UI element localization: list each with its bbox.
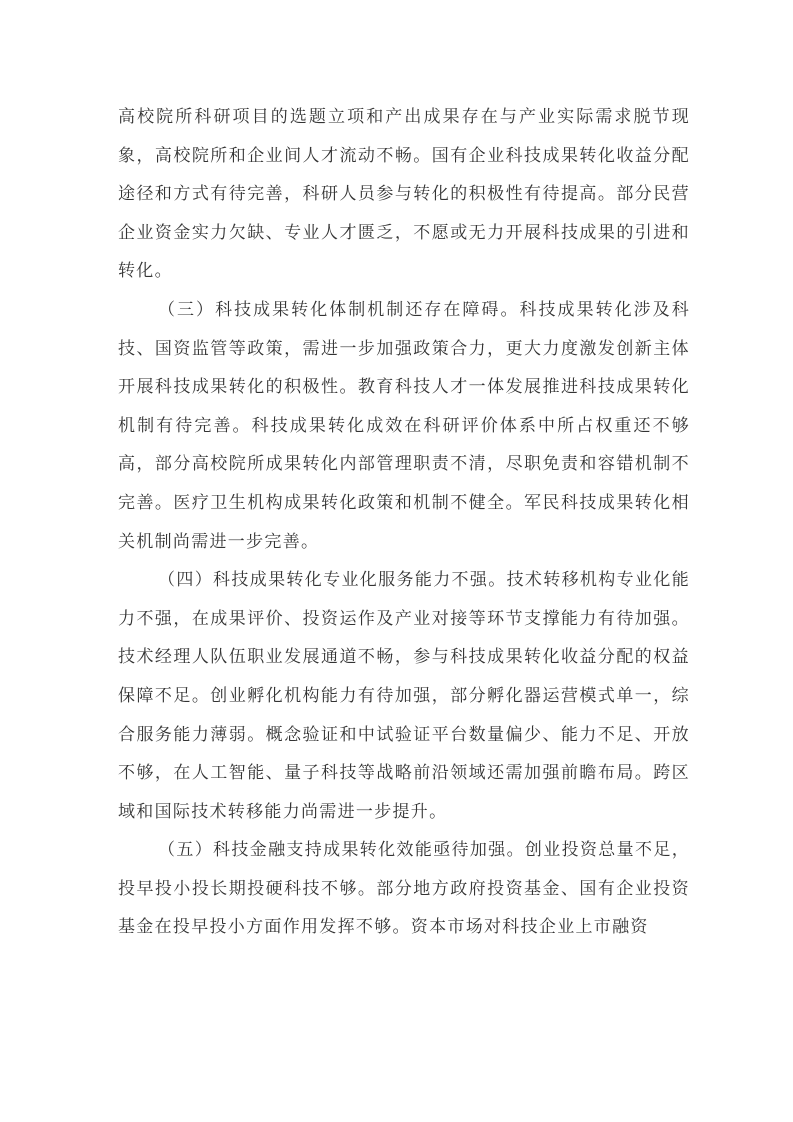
paragraph-continuation: 高校院所科研项目的选题立项和产出成果存在与产业实际需求脱节现象，高校院所和企业间人才流动不畅。国有企业科技成果转化收益分配途径和方式有待完善，科研人员参与转化的积极性有待提高。部分民营企业资金实力欠缺、专业人才匮乏，不愿或无力开展科技成果的引进和转化。 [118,107,690,282]
paragraph-section-4: （四）科技成果转化专业化服务能力不强。技术转移机构专业化能力不强，在成果评价、投资运作及产业对接等环节支撑能力有待加强。技术经理人队伍职业发展通道不畅，参与科技成果转化收益分配的权益保障不足。创业孵化机构能力有待加强，部分孵化器运营模式单一，综合服务能力薄弱。概念验证和中试验证平台数量偏少、能力不足、开放不够，在人工智能、量子科技等战略前沿领域还需加强前瞻布局。跨区域和国际技术转移能力尚需进一步提升。 [118,570,690,822]
document-body [118,98,690,947]
paragraph-section-5: （五）科技金融支持成果转化效能亟待加强。创业投资总量不足，投早投小投长期投硬科技不够。部分地方政府投资基金、国有企业投资基金在投早投小方面作用发挥不够。资本市场对科技企业上市融资 [118,840,690,938]
paragraph-section-3: （三）科技成果转化体制机制还存在障碍。科技成果转化涉及科技、国资监管等政策，需进一步加强政策合力，更大力度激发创新主体开展科技成果转化的积极性。教育科技人才一体发展推进科技成果转化机制有待完善。科技成果转化成效在科研评价体系中所占权重还不够高，部分高校院所成果转化内部管理职责不清，尽职免责和容错机制不完善。医疗卫生机构成果转化政策和机制不健全。军民科技成果转化相关机制尚需进一步完善。 [118,299,690,552]
